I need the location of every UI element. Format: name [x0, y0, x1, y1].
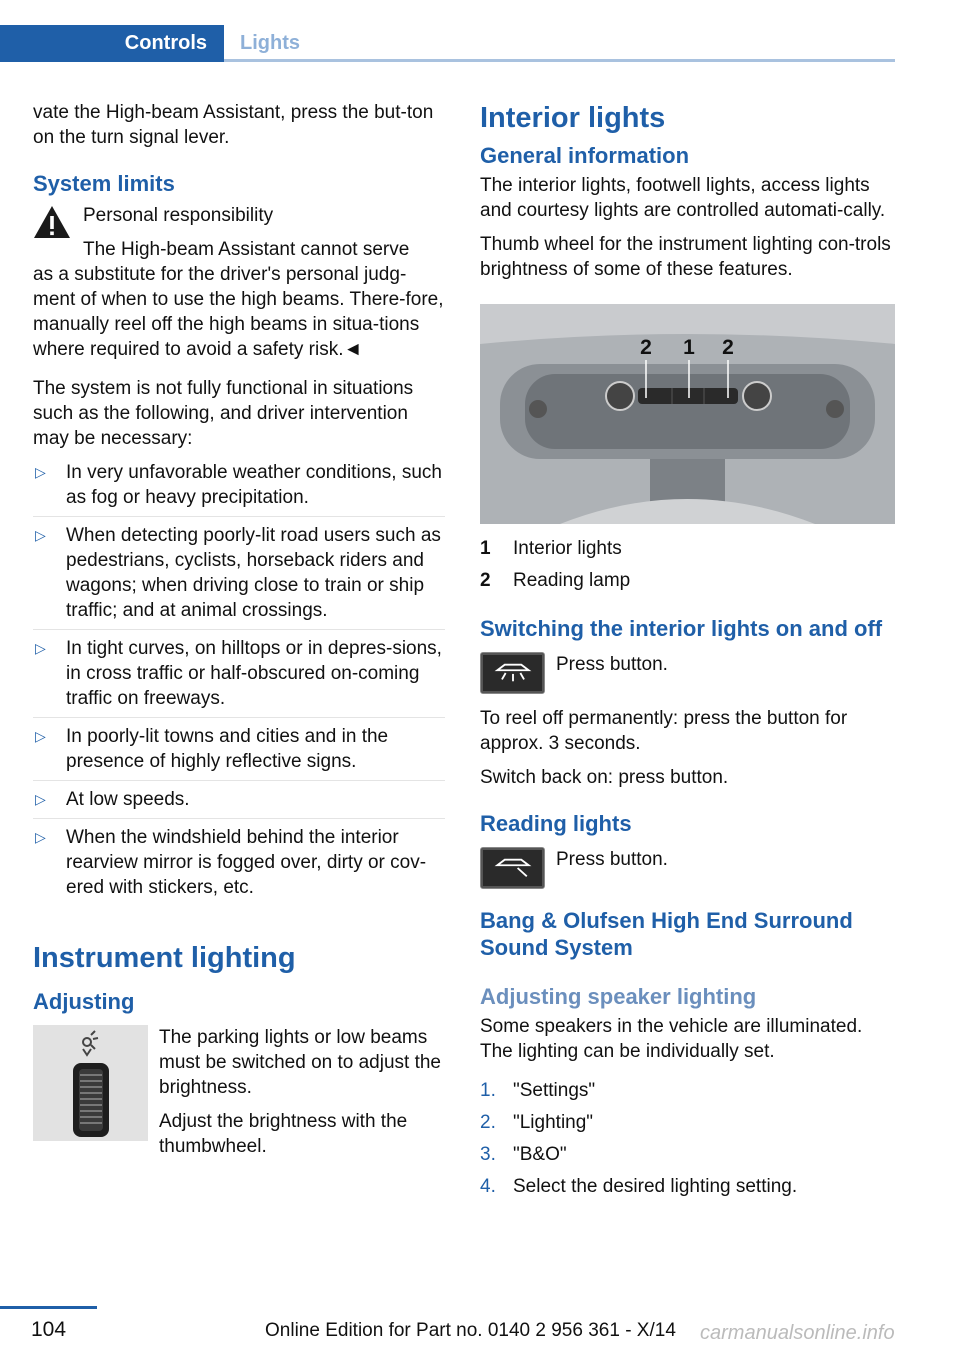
interior-light-button-icon	[480, 652, 545, 694]
photo-callout-reading-left: 2	[640, 336, 652, 359]
step-label: Select the desired lighting setting.	[513, 1176, 798, 1197]
thumbwheel-image	[33, 1025, 148, 1141]
legend-label: Interior lights	[513, 538, 622, 559]
step-label: "B&O"	[513, 1144, 567, 1165]
header-bar	[0, 25, 895, 62]
step-label: "Settings"	[513, 1080, 596, 1101]
page-number: 104	[30, 1318, 67, 1341]
watermark: carmanualsonline.info	[700, 1322, 895, 1344]
list-item	[33, 780, 445, 812]
list-item-text: When detecting poorly-lit road users such as pedestrians, cyclists, horseback riders and wagons; when driving close to train or ship traffic; and at animal crossings.	[66, 525, 441, 621]
list-item-text: In very unfavorable weather conditions, such as fog or heavy precipitation.	[66, 462, 442, 508]
legend-item	[480, 536, 895, 561]
legend-item	[480, 568, 895, 593]
intro-text: vate the High-beam Assistant, press the but-ton on the turn signal lever.	[33, 102, 434, 148]
step-number: 4.	[480, 1176, 496, 1197]
photo-callout-reading-right: 2	[722, 336, 734, 359]
warning-block	[33, 203, 445, 262]
step-item	[480, 1078, 895, 1103]
reading-press-text: Press button.	[556, 849, 668, 870]
step-item	[480, 1174, 895, 1199]
warning-text: as a substitute for the driver's personal judg-ment of when to use the high beams. There-fore, manually reel off the high beams in situa-tions where required to avoid a safety risk.◄	[33, 264, 444, 360]
edition-text: Online Edition for Part no. 0140 2 956 361 - X/14	[265, 1320, 676, 1341]
photo-legend	[480, 536, 895, 593]
list-item	[33, 460, 445, 510]
legend-label: Reading lamp	[513, 570, 631, 591]
legend-number: 2	[480, 570, 491, 591]
bo-heading: Bang & Olufsen High End Surround Sound System	[480, 908, 853, 960]
reading-light-button-icon	[480, 847, 545, 889]
bullet-triangle-icon: ▷	[35, 728, 46, 744]
step-item	[480, 1110, 895, 1135]
step-number: 2.	[480, 1112, 496, 1133]
interior-lights-heading: Interior lights	[480, 102, 666, 134]
list-item	[33, 818, 445, 900]
general-information-heading: General information	[480, 143, 690, 168]
warning-head	[83, 203, 409, 262]
bullet-triangle-icon: ▷	[35, 640, 46, 656]
reel-off-text: To reel off permanently: press the button for approx. 3 seconds.	[480, 708, 848, 754]
reading-button-block	[480, 847, 895, 889]
bullet-triangle-icon: ▷	[35, 829, 46, 845]
speaker-lighting-heading: Adjusting speaker lighting	[480, 984, 757, 1009]
bullet-triangle-icon: ▷	[35, 527, 46, 543]
list-item-text: In tight curves, on hilltops or in depres-sions, in cross traffic or half-obscured on-coming traffic on freeways.	[66, 638, 442, 709]
header-rule	[224, 59, 895, 62]
step-number: 1.	[480, 1080, 496, 1101]
list-item-text: In poorly-lit towns and cities and in the presence of highly reflective signs.	[66, 726, 389, 772]
system-limits-heading: System limits	[33, 171, 175, 196]
switching-heading: Switching the interior lights on and off	[480, 616, 883, 641]
list-item	[33, 516, 445, 623]
list-item	[33, 717, 445, 774]
limits-intro: The system is not fully functional in situations such as the following, and driver intervention may be necessary:	[33, 378, 414, 449]
list-item	[33, 629, 445, 711]
adjusting-paragraph: The parking lights or low beams must be switched on to adjust the brightness.	[159, 1027, 441, 1098]
warning-triangle-icon	[33, 205, 71, 239]
list-item-text: When the windshield behind the interior rearview mirror is fogged over, dirty or cov-ered with stickers, etc.	[66, 827, 427, 898]
instrument-lighting-heading: Instrument lighting	[33, 942, 296, 974]
legend-number: 1	[480, 538, 491, 559]
switch-back-text: Switch back on: press button.	[480, 767, 729, 788]
bullet-triangle-icon: ▷	[35, 791, 46, 807]
photo-callout-interior: 1	[683, 336, 695, 359]
step-label: "Lighting"	[513, 1112, 594, 1133]
warning-title: Personal responsibility	[83, 205, 274, 226]
limits-list	[33, 460, 445, 900]
footer-rule	[0, 1306, 97, 1309]
bullet-triangle-icon: ▷	[35, 464, 46, 480]
console-illustration	[480, 304, 895, 524]
thumbwheel-icon	[33, 1025, 148, 1141]
right-column	[480, 100, 895, 1206]
steps-list	[480, 1078, 895, 1199]
adjusting-block	[33, 1025, 445, 1168]
left-column	[33, 100, 445, 1168]
general-paragraph-2: Thumb wheel for the instrument lighting con-trols brightness of some of these features.	[480, 234, 891, 280]
list-item-text: At low speeds.	[66, 789, 190, 810]
adjusting-heading: Adjusting	[33, 989, 135, 1014]
adjusting-paragraph: Adjust the brightness with the thumbwheel.	[159, 1111, 408, 1157]
adjusting-text	[159, 1025, 445, 1168]
press-button-text: Press button.	[556, 654, 668, 675]
step-item	[480, 1142, 895, 1167]
tab-controls-label: Controls	[124, 32, 207, 54]
interior-light-console-photo	[480, 304, 895, 524]
general-paragraph-1: The interior lights, footwell lights, access lights and courtesy lights are controlled automati-cally.	[480, 175, 886, 221]
step-number: 3.	[480, 1144, 496, 1165]
reading-lights-heading: Reading lights	[480, 811, 632, 836]
speaker-paragraph: Some speakers in the vehicle are illuminated. The lighting can be individually set.	[480, 1016, 863, 1062]
interior-button-block	[480, 652, 895, 694]
warning-first-line: The High-beam Assistant cannot serve	[83, 239, 410, 260]
tab-controls[interactable]	[0, 25, 224, 62]
tab-lights[interactable]: Lights	[240, 32, 300, 54]
